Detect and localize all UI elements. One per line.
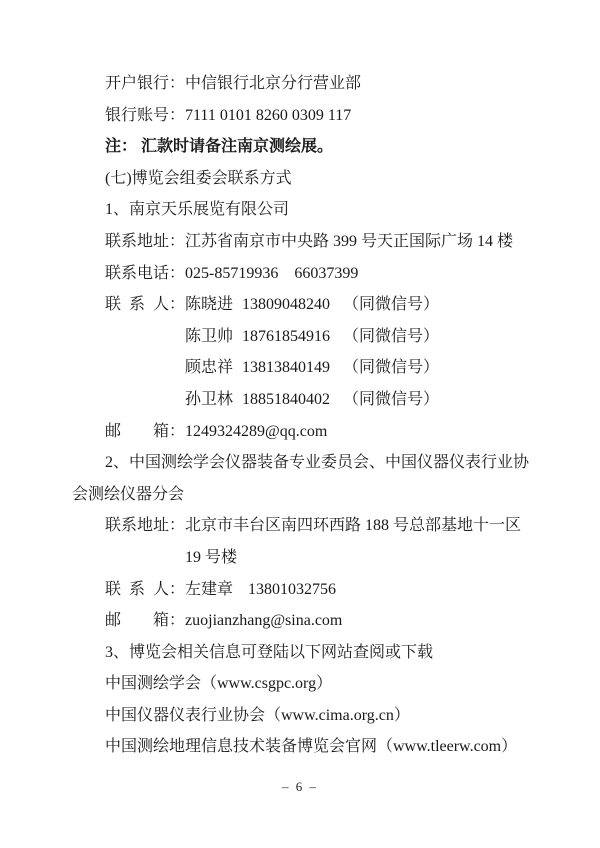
contact-phone: 18761854916 bbox=[242, 327, 331, 345]
org2-email-line bbox=[72, 605, 542, 637]
page-number: – 6 – bbox=[282, 779, 318, 794]
contact-wechat-note: （同微信号） bbox=[343, 390, 440, 408]
website-line-tleerw: 中国测绘地理信息技术装备博览会官网（www.tleerw.com） bbox=[105, 738, 518, 756]
org1-email-label: 邮 箱： bbox=[105, 422, 186, 440]
org1-phone-label: 联系电话： bbox=[105, 264, 186, 282]
org2-name-line-1: 2、中国测绘学会仪器装备专业委员会、中国仪器仪表行业协 bbox=[105, 454, 530, 472]
contact-name: 顾忠祥 bbox=[185, 359, 234, 377]
org1-phone-line bbox=[72, 258, 542, 290]
contact-phone: 13801032756 bbox=[248, 580, 337, 598]
website-line-csgpc: 中国测绘学会（www.csgpc.org） bbox=[105, 675, 333, 693]
bank-name-line bbox=[72, 68, 542, 100]
bank-account-label: 银行账号： bbox=[105, 106, 186, 124]
org2-address-value: 北京市丰台区南四环西路 188 号总部基地十一区 bbox=[185, 517, 522, 535]
contact-name: 陈卫帅 bbox=[185, 327, 234, 345]
org2-contact-label: 联 系 人： bbox=[105, 580, 186, 598]
websites-heading: 3、博览会相关信息可登陆以下网站查阅或下载 bbox=[105, 643, 434, 661]
remittance-note-line: 注： 汇款时请备注南京测绘展。 bbox=[105, 138, 334, 156]
org2-address-label: 联系地址： bbox=[105, 517, 186, 535]
org1-contact-label: 联 系 人： bbox=[105, 296, 186, 314]
contact-phone: 13813840149 bbox=[242, 359, 331, 377]
org1-name-line: 1、南京天乐展览有限公司 bbox=[105, 201, 290, 219]
org1-address-value: 江苏省南京市中央路 399 号天正国际广场 14 楼 bbox=[185, 232, 514, 250]
bank-account-value: 7111 0101 8260 0309 117 bbox=[185, 106, 352, 124]
contact-wechat-note: （同微信号） bbox=[343, 296, 440, 314]
org1-email-line bbox=[72, 416, 542, 448]
org1-address-line bbox=[72, 226, 542, 258]
org1-address-label: 联系地址： bbox=[105, 232, 186, 250]
contact-phone: 13809048240 bbox=[242, 296, 331, 314]
org1-contact-row-1 bbox=[72, 289, 542, 321]
contact-wechat-note: （同微信号） bbox=[343, 359, 440, 377]
section-7-heading: (七)博览会组委会联系方式 bbox=[105, 169, 292, 187]
contact-name: 孙卫林 bbox=[185, 390, 234, 408]
org2-email-value: zuojianzhang@sina.com bbox=[185, 612, 343, 630]
contact-phone: 18851840402 bbox=[242, 390, 331, 408]
org1-email-value: 1249324289@qq.com bbox=[185, 422, 328, 440]
org2-contact-line bbox=[72, 574, 542, 606]
org2-address-line-2: 19 号楼 bbox=[185, 548, 238, 566]
bank-account-line bbox=[72, 100, 542, 132]
contact-name: 陈晓进 bbox=[185, 296, 234, 314]
bank-name-label: 开户银行： bbox=[105, 75, 186, 92]
org1-contact-row-4 bbox=[72, 384, 542, 416]
document-body bbox=[72, 68, 542, 763]
org2-name-line-2: 会测绘仪器分会 bbox=[72, 485, 185, 503]
contact-wechat-note: （同微信号） bbox=[343, 327, 440, 345]
org1-contact-row-3 bbox=[72, 352, 542, 384]
org1-contact-row-2 bbox=[72, 321, 542, 353]
org2-address-line-1 bbox=[72, 510, 542, 542]
org1-phone-value: 025-85719936 66037399 bbox=[185, 264, 359, 282]
website-line-cima: 中国仪器仪表行业协会（www.cima.org.cn） bbox=[105, 706, 410, 724]
org2-email-label: 邮 箱： bbox=[105, 612, 186, 630]
contact-name: 左建章 bbox=[185, 580, 234, 598]
bank-name-value: 中信银行北京分行营业部 bbox=[185, 75, 362, 92]
